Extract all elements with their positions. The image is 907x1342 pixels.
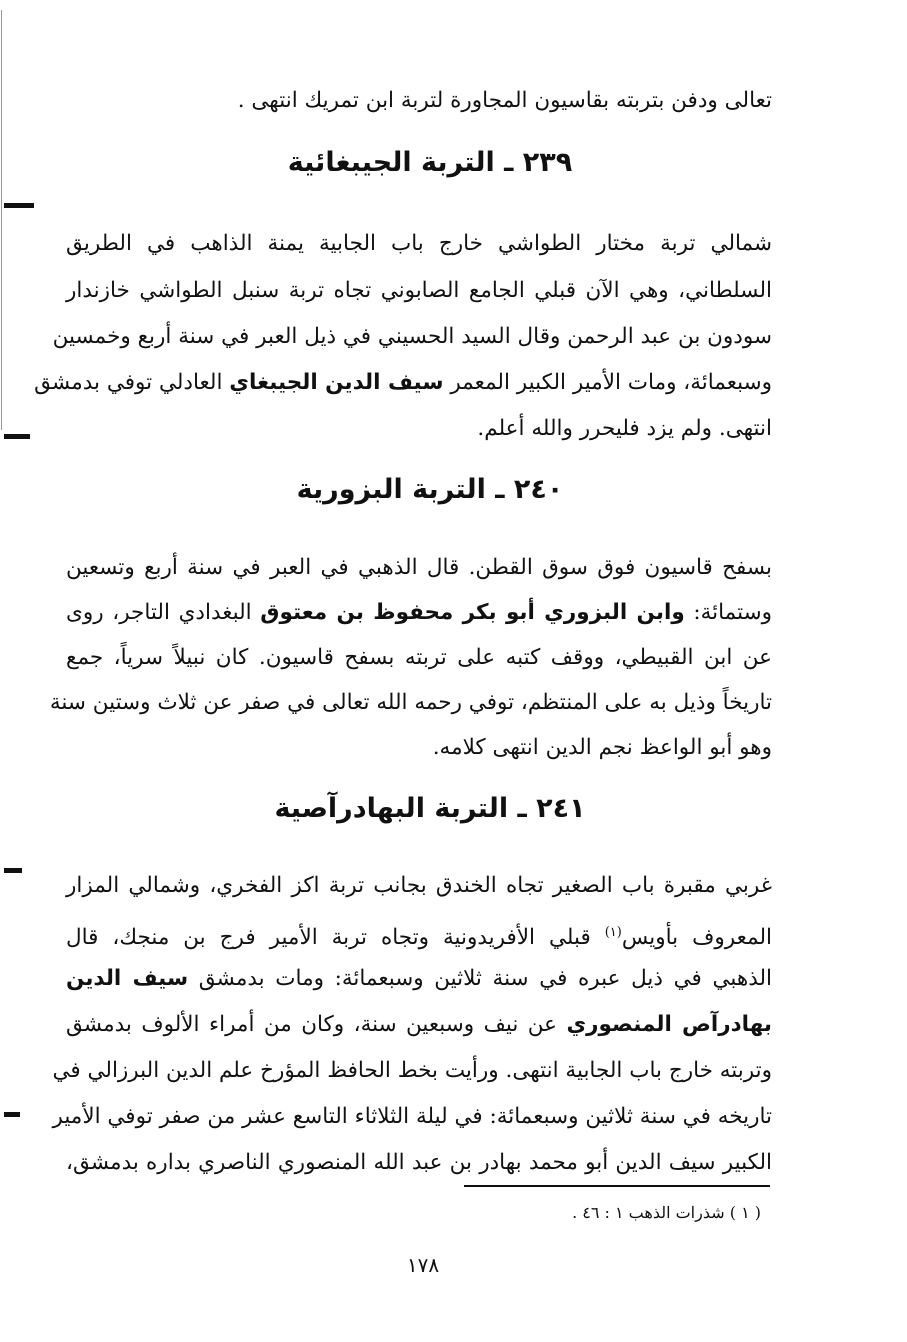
paragraph-line: السلطاني، وهي الآن قبلي الجامع الصابوني تجاه تربة سنبل الطواشي خازندار bbox=[66, 278, 772, 303]
scan-mark bbox=[4, 434, 30, 439]
paragraph-line: وتربته خارج باب الجابية انتهى. ورأيت بخط الحافظ المؤرخ علم الدين البرزالي في bbox=[52, 1058, 772, 1083]
section-heading-239: ٢٣٩ ـ التربة الجيبغائية bbox=[287, 147, 573, 178]
paragraph-line: الكبير سيف الدين أبو محمد بهادر بن عبد الله المنصوري الناصري بداره بدمشق، bbox=[66, 1150, 772, 1175]
paragraph-line: وستمائة: وابن البزوري أبو بكر محفوظ بن معتوق البغدادي التاجر، روى bbox=[66, 600, 772, 625]
paragraph-line: عن ابن القبيطي، ووقف كتبه على تربته بسفح قاسيون. كان نبيلاً سرياً، جمع bbox=[66, 645, 772, 670]
paragraph-line: انتهى. ولم يزد فليحرر والله أعلم. bbox=[477, 416, 772, 441]
paragraph-line: شمالي تربة مختار الطواشي خارج باب الجابية يمنة الذاهب في الطريق bbox=[66, 231, 772, 256]
intro-line: تعالى ودفن بتربته بقاسيون المجاورة لتربة ابن تمريك انتهى . bbox=[237, 88, 772, 113]
scan-mark bbox=[4, 868, 22, 873]
paragraph-line: غربي مقبرة باب الصغير تجاه الخندق بجانب تربة اكز الفخري، وشمالي المزار bbox=[66, 873, 772, 898]
paragraph-line: سودون بن عبد الرحمن وقال السيد الحسيني في ذيل العبر في سنة أربع وخمسين bbox=[52, 324, 772, 349]
bold-name: سيف الدين الجيبغاي bbox=[229, 370, 444, 395]
footnote: ( ١ ) شذرات الذهب ١ : ٤٦ . bbox=[572, 1203, 761, 1222]
section-heading-241: ٢٤١ ـ التربة البهادرآصية bbox=[274, 793, 586, 824]
bold-name: سيف الدين bbox=[66, 966, 189, 991]
scan-mark bbox=[4, 203, 34, 208]
paragraph-line: بهادرآص المنصوري عن نيف وسبعين سنة، وكان من أمراء الألوف بدمشق bbox=[66, 1012, 772, 1037]
paragraph-line: وهو أبو الواعظ نجم الدين انتهى كلامه. bbox=[432, 735, 772, 760]
paragraph-line: تاريخه في سنة ثلاثين وسبعمائة: في ليلة الثلاثاء التاسع عشر من صفر توفي الأمير bbox=[52, 1104, 772, 1129]
paragraph-line: بسفح قاسيون فوق سوق القطن. قال الذهبي في العبر في سنة أربع وتسعين bbox=[66, 555, 772, 580]
footnote-separator bbox=[464, 1185, 770, 1187]
paragraph-line: المعروف بأويس$^{(١)}$ قبلي الأفريدونية وتجاه تربة الأمير فرج بن منجك، قال bbox=[66, 925, 772, 951]
paragraph-line: الذهبي في ذيل عبره في سنة ثلاثين وسبعمائة: ومات بدمشق سيف الدين bbox=[66, 966, 772, 991]
section-heading-240: ٢٤٠ ـ التربة البزورية bbox=[296, 474, 564, 505]
bold-name: وابن البزوري أبو بكر محفوظ بن معتوق bbox=[260, 600, 685, 625]
scan-mark bbox=[4, 1112, 20, 1117]
page-number: ١٧٨ bbox=[406, 1253, 440, 1277]
bold-name: بهادرآص المنصوري bbox=[566, 1012, 772, 1037]
paragraph-line: تاريخاً وذيل به على المنتظم، توفي رحمه الله تعالى في صفر عن ثلاث وستين سنة bbox=[49, 690, 772, 715]
paragraph-line: وسبعمائة، ومات الأمير الكبير المعمر سيف الدين الجيبغاي العادلي توفي بدمشق bbox=[34, 370, 772, 395]
scan-edge-line bbox=[1, 10, 2, 430]
footnote-marker: (١) bbox=[604, 925, 622, 940]
